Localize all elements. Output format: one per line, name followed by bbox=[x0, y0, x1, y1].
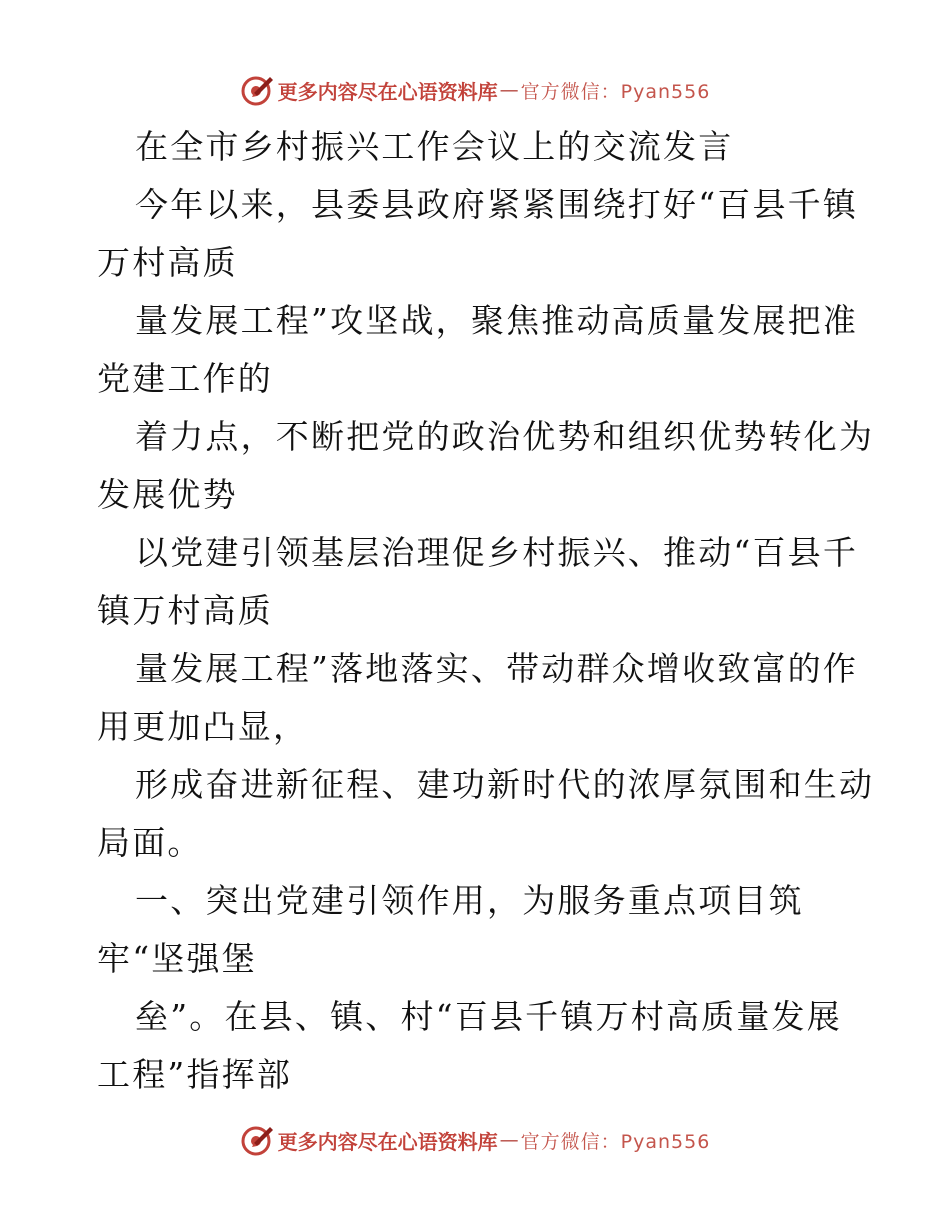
document-title: 在全市乡村振兴工作会议上的交流发言 bbox=[135, 127, 734, 166]
text-line: 以党建引领基层治理促乡村振兴、推动“百县千 bbox=[135, 533, 859, 572]
text-line: 垒”。在县、镇、村“百县千镇万村高质量发展 bbox=[135, 997, 842, 1036]
text-line: 量发展工程”攻坚战，聚焦推动高质量发展把准 bbox=[135, 301, 859, 340]
pen-logo-icon bbox=[240, 1123, 274, 1157]
text-line: 用更加凸显， bbox=[97, 707, 309, 746]
watermark-footer bbox=[0, 1120, 950, 1160]
watermark-brand: 更多内容尽在心语资料库 bbox=[277, 1129, 498, 1154]
pen-logo-icon bbox=[240, 73, 274, 107]
text-line: 牢“坚强堡 bbox=[97, 939, 257, 978]
watermark-separator: — bbox=[499, 1129, 519, 1151]
text-line: 着力点，不断把党的政治优势和组织优势转化为 bbox=[135, 417, 875, 456]
watermark-contact: 官方微信：Pyan556 bbox=[520, 80, 711, 103]
section-heading: 一、突出党建引领作用，为服务重点项目筑 bbox=[135, 881, 804, 920]
text-line: 工程”指挥部 bbox=[97, 1055, 293, 1094]
watermark-separator: — bbox=[499, 79, 519, 101]
text-line: 发展优势 bbox=[97, 475, 238, 514]
text-line: 今年以来，县委县政府紧紧围绕打好“百县千镇 bbox=[135, 185, 859, 224]
text-line: 形成奋进新征程、建功新时代的浓厚氛围和生动 bbox=[135, 765, 875, 804]
document-body bbox=[97, 118, 875, 1104]
watermark-brand: 更多内容尽在心语资料库 bbox=[277, 79, 498, 104]
text-line: 党建工作的 bbox=[97, 359, 273, 398]
text-line: 量发展工程”落地落实、带动群众增收致富的作 bbox=[135, 649, 859, 688]
watermark-header bbox=[0, 70, 950, 110]
watermark-contact: 官方微信：Pyan556 bbox=[520, 1130, 711, 1153]
text-line: 万村高质 bbox=[97, 243, 238, 282]
text-line: 镇万村高质 bbox=[97, 591, 273, 630]
text-line: 局面。 bbox=[97, 823, 203, 862]
